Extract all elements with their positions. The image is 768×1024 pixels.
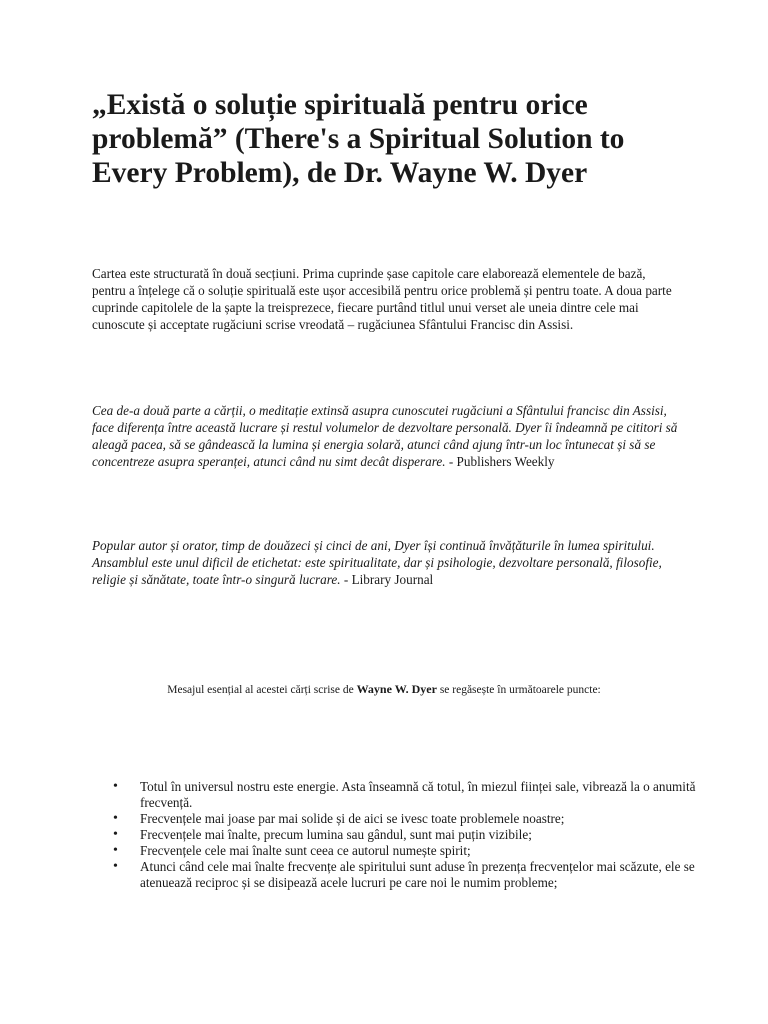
message-line bbox=[92, 681, 676, 698]
list-item: • Totul în universul nostru este energie. Asta înseamnă că totul, în miezul ființei sale, vibrează la o anumită frecvență. bbox=[140, 779, 740, 811]
points-list bbox=[92, 779, 740, 891]
review-quote: Popular autor și orator, timp de douăzeci și cinci de ani, Dyer își continuă învățăturile în lumea spiritului. Ansamblul este unul dificil de etichetat: este spiritualitate, dar și psihologie, dezvoltare personală, filosofie, religie și sănătate, toate într-o singură lucrare. bbox=[92, 538, 662, 587]
author-name: Wayne W. Dyer bbox=[356, 682, 437, 696]
list-item: • Atunci când cele mai înalte frecvențe ale spiritului sunt aduse în prezența frecvențelor mai scăzute, ele se atenuează reciproc și se disipează acele lucruri pe care noi le numim probleme; bbox=[140, 859, 740, 891]
review-quote: Cea de-a două parte a cărții, o meditație extinsă asupra cunoscutei rugăciuni a Sfântului francisc din Assisi, face diferența între această lucrare și restul volumelor de dezvoltare personală. Dyer îi îndeamnă pe cititori să aleagă pacea, să se gândească la lumina și energia solară, atunci când ajung într-un loc întunecat și să se concentreze asupra speranței, atunci când nu simt decât disperare. bbox=[92, 403, 678, 469]
review-library-journal bbox=[92, 537, 682, 588]
message-text: Mesajul esențial al acestei cărți scrise de bbox=[167, 684, 357, 696]
review-source: - Publishers Weekly bbox=[445, 454, 555, 469]
message-text: se regăsește în următoarele puncte: bbox=[436, 684, 601, 696]
document-title: „Există o soluție spirituală pentru orice problemă” (There's a Spiritual Solution to Every Problem), de Dr. Wayne W. Dyer bbox=[92, 89, 625, 189]
review-publishers-weekly bbox=[92, 402, 682, 470]
list-item: • Frecvențele mai joase par mai solide și de aici se ivesc toate problemele noastre; bbox=[140, 811, 740, 827]
list-item: • Frecvențele cele mai înalte sunt ceea ce autorul numește spirit; bbox=[140, 843, 740, 859]
list-item: • Frecvențele mai înalte, precum lumina sau gândul, sunt mai puțin vizibile; bbox=[140, 827, 740, 843]
review-source: - Library Journal bbox=[340, 572, 434, 587]
intro-paragraph: Cartea este structurată în două secțiuni. Prima cuprinde șase capitole care elaborează elementele de bază, pentru a înțelege că o soluție spirituală este ușor accesibilă pentru orice problemă și pentru toate. A doua parte cuprinde capitolele de la șapte la treisprezece, fiecare purtând titlul unui verset ale uneia dintre cele mai cunoscute și acceptate rugăciuni scrise vreodată – rugăciunea Sfântului Francisc din Assisi. bbox=[92, 266, 672, 332]
